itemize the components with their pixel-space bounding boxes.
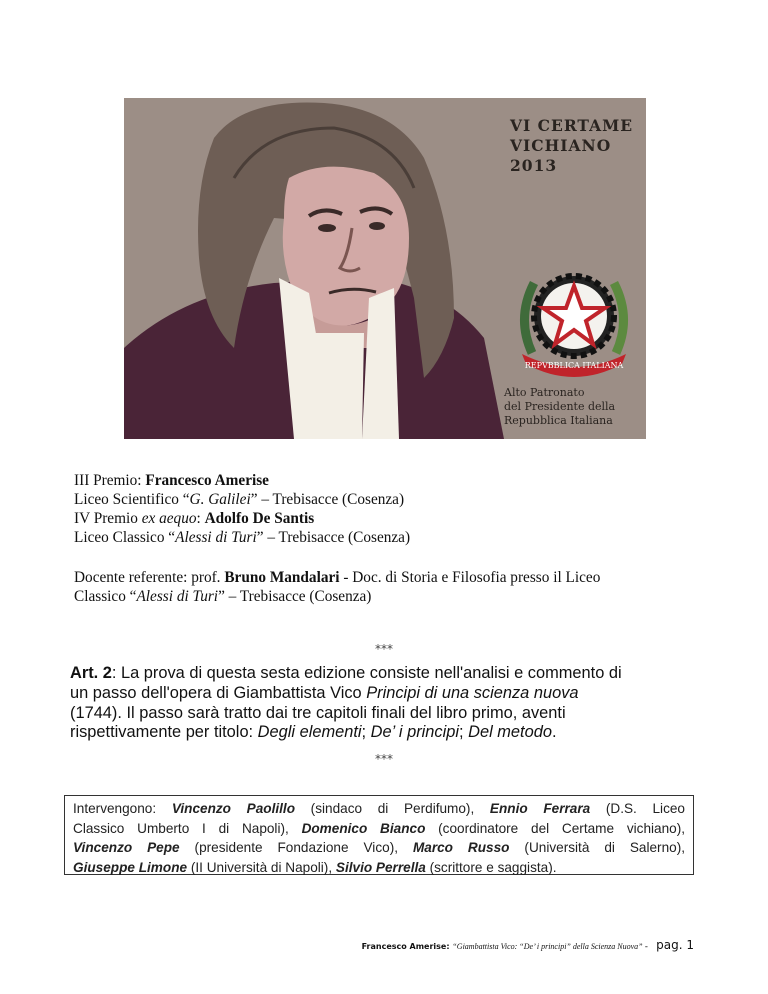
article-label: Art. 2 bbox=[70, 664, 112, 682]
footer-author: Francesco Amerise: bbox=[361, 942, 453, 951]
speaker-role: (scrittore e saggista). bbox=[425, 859, 557, 875]
italian-republic-emblem-icon bbox=[514, 258, 634, 378]
winner-name: Francesco Amerise bbox=[145, 472, 269, 489]
article-line bbox=[70, 664, 690, 684]
prize-label: IV Premio bbox=[74, 510, 142, 527]
separator-text: . bbox=[551, 723, 557, 742]
speakers-line bbox=[73, 838, 685, 858]
speakers-line bbox=[73, 819, 685, 839]
patronage-line: del Presidente della bbox=[504, 400, 616, 413]
article-text: un passo dell'opera di Giambattista Vico bbox=[70, 683, 367, 702]
referent-line bbox=[74, 569, 600, 587]
article-line bbox=[70, 684, 690, 704]
school-text: Classico “ bbox=[74, 588, 137, 605]
work-title: Principi di una scienza nuova bbox=[366, 683, 579, 702]
prize-label: III Premio: bbox=[74, 472, 146, 489]
separator: *** bbox=[375, 752, 393, 766]
patronage-line: Alto Patronato bbox=[504, 386, 585, 399]
chapter-title: De’ i principi bbox=[370, 723, 460, 742]
speaker-role: (Università di Salerno), bbox=[509, 840, 685, 855]
page-number: pag. 1 bbox=[656, 938, 694, 952]
school-location: ” – Trebisacce (Cosenza) bbox=[256, 529, 411, 546]
referent-name: Bruno Mandalari bbox=[224, 569, 340, 586]
certame-banner bbox=[124, 98, 646, 439]
article-2 bbox=[70, 664, 690, 743]
speaker-name: Vincenzo Paolillo bbox=[171, 801, 295, 816]
separator: *** bbox=[375, 642, 393, 656]
article-text: (1744). Il passo sarà tratto dai tre capitoli finali del libro primo, aventi bbox=[70, 703, 566, 722]
article-text: : La prova di questa sesta edizione consiste nell'analisi e commento di bbox=[111, 664, 622, 682]
speaker-role: (sindaco di Perdifumo), bbox=[295, 801, 490, 816]
speaker-role: (II Università di Napoli), bbox=[187, 859, 336, 875]
separator-text: ; bbox=[459, 723, 469, 742]
fourth-prize-school bbox=[74, 529, 410, 547]
separator-text: : bbox=[196, 510, 205, 527]
school-text: Liceo Scientifico “ bbox=[74, 491, 190, 508]
patronage-line: Repubblica Italiana bbox=[504, 414, 613, 427]
referent-desc: - Doc. di Storia e Filosofia presso il Liceo bbox=[339, 569, 601, 586]
school-location: ” – Trebisacce (Cosenza) bbox=[250, 491, 405, 508]
referent-label: Docente referente: prof. bbox=[74, 569, 225, 586]
third-prize-school bbox=[74, 491, 404, 509]
third-prize-line bbox=[74, 472, 269, 490]
referent-school-line bbox=[74, 588, 371, 606]
speaker-role: (D.S. Liceo bbox=[590, 801, 685, 816]
patronage-text bbox=[504, 386, 646, 428]
speakers-line bbox=[73, 799, 685, 819]
speaker-role: (coordinatore del Certame vichiano), bbox=[425, 820, 686, 836]
speaker-role: Classico Umberto I di Napoli), bbox=[73, 820, 302, 836]
speaker-name: Vincenzo Pepe bbox=[73, 840, 180, 855]
page-footer bbox=[362, 938, 694, 952]
footer-dash: - bbox=[642, 941, 651, 951]
winner-name: Adolfo De Santis bbox=[204, 510, 315, 527]
article-text: rispettivamente per titolo: bbox=[70, 723, 258, 742]
article-line bbox=[70, 704, 690, 724]
school-name: G. Galilei bbox=[189, 491, 251, 508]
school-name: Alessi di Turi bbox=[175, 529, 257, 546]
ex-aequo-text: ex aequo bbox=[141, 510, 197, 527]
fourth-prize-line bbox=[74, 510, 314, 528]
speaker-name: Giuseppe Limone bbox=[73, 859, 188, 875]
emblem-text: REPVBBLICA ITALIANA bbox=[524, 361, 624, 370]
speaker-role: (presidente Fondazione Vico), bbox=[179, 840, 413, 855]
chapter-title: Del metodo bbox=[468, 723, 552, 742]
speakers-line bbox=[73, 858, 685, 878]
event-title bbox=[510, 116, 640, 176]
event-title-line: VI CERTAME bbox=[510, 116, 634, 135]
school-text: Liceo Classico “ bbox=[74, 529, 176, 546]
speaker-name: Domenico Bianco bbox=[301, 820, 426, 836]
chapter-title: Degli elementi bbox=[257, 723, 362, 742]
speakers-box bbox=[64, 795, 694, 875]
speaker-name: Silvio Perrella bbox=[335, 859, 426, 875]
school-name: Alessi di Turi bbox=[136, 588, 219, 605]
separator-text: ; bbox=[361, 723, 371, 742]
speaker-name: Marco Russo bbox=[412, 840, 510, 855]
footer-title: “Giambattista Vico: “De’ i principi” della Scienza Nuova” bbox=[452, 942, 643, 951]
article-line bbox=[70, 723, 690, 743]
event-title-line: 2013 bbox=[510, 156, 558, 175]
speakers-intro: Intervengono: bbox=[73, 801, 172, 816]
school-location: ” – Trebisacce (Cosenza) bbox=[218, 588, 372, 605]
event-title-line: VICHIANO bbox=[510, 136, 612, 155]
speaker-name: Ennio Ferrara bbox=[489, 801, 591, 816]
